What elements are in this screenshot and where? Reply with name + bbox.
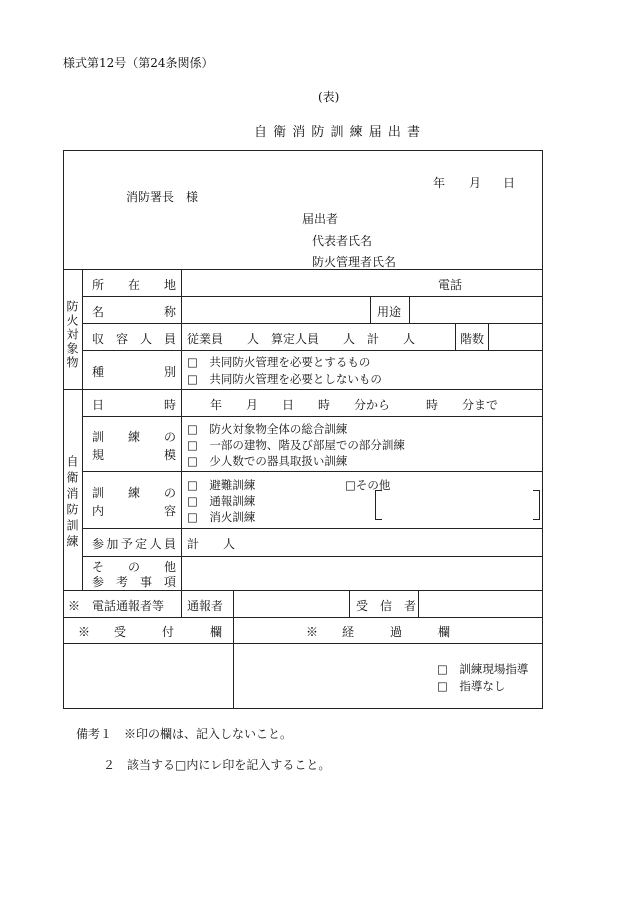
- phone-reporter-label: ※ 電話通報者等: [68, 599, 165, 613]
- use-label: 用途: [377, 305, 402, 319]
- training-section-label: 自衛消防訓練: [65, 455, 79, 551]
- floors-label: 階数: [460, 332, 485, 346]
- divider: [82, 350, 543, 351]
- form-number: 様式第12号（第24条関係）: [63, 56, 214, 70]
- divider: [409, 296, 410, 323]
- divider: [82, 296, 543, 297]
- other-bracket-left: [375, 490, 382, 520]
- scale-label-line2: 規 模: [92, 448, 176, 462]
- addressee: 消防署長 様: [126, 190, 199, 204]
- capacity-label: 収 容 人 員: [92, 332, 176, 346]
- divider: [455, 323, 456, 350]
- type-option-2[interactable]: □ 共同防火管理を必要としないもの: [187, 372, 382, 386]
- progress-option-2[interactable]: □ 指導なし: [437, 679, 506, 693]
- divider: [181, 590, 182, 617]
- capacity-text: 従業員 人 算定人員 人 計 人: [187, 332, 416, 346]
- divider: [349, 590, 350, 617]
- divider: [82, 323, 543, 324]
- reception-label: ※ 受 付 欄: [78, 625, 223, 639]
- datetime-text: 年 月 日 時 分から 時 分まで: [210, 398, 499, 412]
- other-bracket-right: [533, 490, 540, 520]
- submitter-label: 届出者: [302, 212, 339, 226]
- progress-label: ※ 経 過 欄: [306, 625, 451, 639]
- content-label-line1: 訓 練 の: [92, 486, 176, 500]
- receiver-label: 受 信 者: [356, 599, 417, 613]
- phone-label: 電話: [438, 278, 463, 292]
- divider: [82, 471, 543, 472]
- other-label-line1: そ の 他: [92, 560, 176, 574]
- note-2: ２ 該当する□内にレ印を記入すること。: [103, 758, 331, 772]
- representative-label: 代表者氏名: [312, 234, 373, 248]
- content-option-3[interactable]: □ 消火訓練: [187, 510, 256, 524]
- name-label: 名 称: [92, 305, 176, 319]
- date-month-label: 月: [469, 176, 482, 190]
- content-option-1[interactable]: □ 避難訓練: [187, 478, 256, 492]
- content-option-other[interactable]: □その他: [345, 478, 391, 492]
- location-label: 所 在 地: [92, 278, 176, 292]
- reporter-label: 通報者: [187, 599, 224, 613]
- date-day-label: 日: [503, 176, 516, 190]
- object-section-label: 防火対象物: [65, 300, 79, 370]
- scale-option-2[interactable]: □ 一部の建物、階及び部屋での部分訓練: [187, 438, 405, 452]
- divider: [82, 269, 83, 590]
- scale-option-3[interactable]: □ 少人数での器具取扱い訓練: [187, 454, 348, 468]
- date-year-label: 年: [433, 176, 446, 190]
- other-label-line2: 参 考 事 項: [92, 575, 176, 589]
- form-face-label: (表): [318, 90, 340, 104]
- fire-manager-label: 防火管理者氏名: [312, 255, 397, 269]
- divider: [63, 269, 543, 270]
- divider: [233, 590, 234, 709]
- progress-option-1[interactable]: □ 訓練現場指導: [437, 662, 529, 676]
- divider: [63, 617, 543, 618]
- scale-option-1[interactable]: □ 防火対象物全体の総合訓練: [187, 422, 348, 436]
- content-option-2[interactable]: □ 通報訓練: [187, 494, 256, 508]
- divider: [82, 556, 543, 557]
- divider: [82, 528, 543, 529]
- divider: [63, 590, 543, 591]
- divider: [63, 389, 543, 390]
- datetime-label: 日 時: [92, 398, 176, 412]
- note-1: 備考１ ※印の欄は、記入しないこと。: [76, 727, 293, 741]
- divider: [82, 416, 543, 417]
- type-option-1[interactable]: □ 共同防火管理を必要とするもの: [187, 355, 371, 369]
- form-title: 自 衛 消 防 訓 練 届 出 書: [254, 125, 422, 140]
- divider: [370, 296, 371, 323]
- divider: [63, 643, 543, 644]
- participants-text: 計 人: [187, 537, 236, 551]
- divider: [181, 269, 182, 590]
- type-label: 種 別: [92, 365, 176, 379]
- content-label-line2: 内 容: [92, 504, 176, 518]
- scale-label-line1: 訓 練 の: [92, 430, 176, 444]
- participants-label: 参 加 予 定 人 員: [92, 537, 176, 551]
- divider: [488, 323, 489, 350]
- divider: [418, 590, 419, 617]
